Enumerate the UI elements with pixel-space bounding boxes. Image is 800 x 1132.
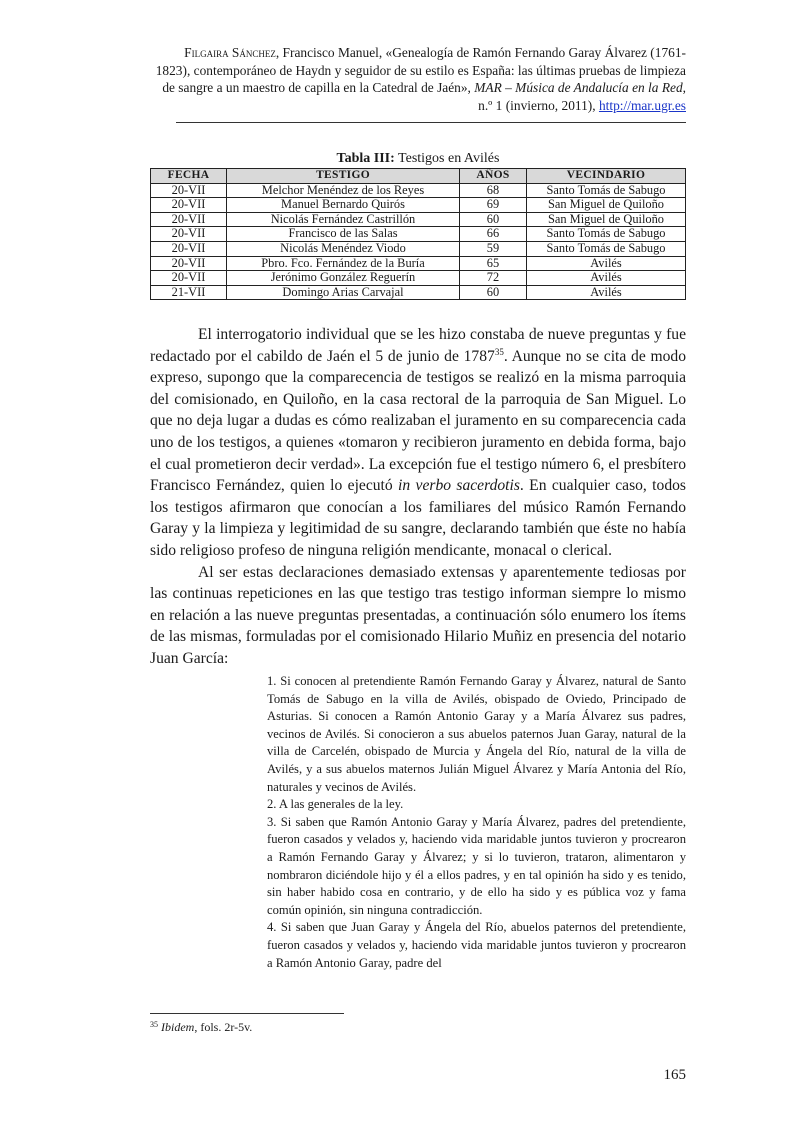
paragraph-text: El interrogatorio individual que se les hizo constaba de nueve preguntas y fue redactado por el cabildo de Jaén el 5 de junio de 1787 [150, 326, 686, 365]
table-cell: 72 [460, 271, 527, 286]
table-cell: San Miguel de Quiloño [527, 212, 686, 227]
table-row [151, 285, 686, 300]
header-rule [176, 122, 686, 123]
paragraph-text: . Aunque no se cita de modo expreso, supongo que la comparecencia de testigos se realizó en la misma parroquia del comisionado, en Quiloño, en la casa rectoral de la parroquia de San Miguel. Lo que no deja lugar a dudas es cómo realizaban el juramento en su comparecencia cada uno de los testigos, a quienes «tomaron y recibieron juramento en debida forma, bajo el cual prometieron decir verdad». La excepción fue el testigo número 6, el presbítero Francisco Fernández, quien lo ejecutó [150, 347, 686, 495]
footnote-text: , fols. 2r-5v. [194, 1020, 253, 1034]
table-cell: Jerónimo González Reguerín [227, 271, 460, 286]
footnote-ibidem: Ibidem [161, 1020, 195, 1034]
column-header: AÑOS [460, 169, 527, 184]
footnote-ref[interactable]: 35 [494, 346, 504, 357]
latin-phrase: in verbo sacerdotis [398, 477, 520, 495]
table-row [151, 241, 686, 256]
header-author: Filgaira Sánchez [184, 45, 276, 60]
table-row [151, 198, 686, 213]
quote-item: 1. Si conocen al pretendiente Ramón Fernando Garay y Álvarez, natural de Santo Tomás de Sabugo en la villa de Avilés, obispado de Oviedo, Principado de Asturias. Si conocen a Ramón Antonio Garay y a María Álvarez sus padres, vecinos de Avilés. Si conocieron a sus abuelos paternos Juan Garay, natural de la villa de Carcelén, obispado de Murcia y Ángela del Río, natural de la villa de Avilés, y a sus abuelos maternos Julián Miguel Álvarez y María Antonia del Río, naturales y vecinos de Avilés. [267, 674, 686, 794]
footnote-number: 35 [150, 1020, 158, 1029]
table-cell: Avilés [527, 256, 686, 271]
column-header: TESTIGO [227, 169, 460, 184]
header-line1: , Francisco Manuel, «Genealogía de Ramón Fernando Garay Álvarez (1761- [275, 45, 686, 60]
table-cell: 65 [460, 256, 527, 271]
column-header: VECINDARIO [527, 169, 686, 184]
table-cell: Pbro. Fco. Fernández de la Buría [227, 256, 460, 271]
table-cell: 20-VII [151, 256, 227, 271]
table-cell: 20-VII [151, 227, 227, 242]
table-caption-label: Tabla III: [336, 151, 395, 166]
table-cell: Melchor Menéndez de los Reyes [227, 183, 460, 198]
paragraph-text: . En cualquier caso, todos los testigos afirmaron que conocían a los familiares del músico Ramón Fernando Garay y la limpieza y legitimidad de su sangre, declarando también que éste no había sido religioso profeso de ninguna religión mendicante, monacal o clerical. [150, 477, 686, 559]
table-cell: Avilés [527, 271, 686, 286]
table-cell: 20-VII [151, 212, 227, 227]
footnote-rule [150, 1013, 344, 1014]
table-cell: 20-VII [151, 198, 227, 213]
table-cell: Santo Tomás de Sabugo [527, 183, 686, 198]
table-row [151, 227, 686, 242]
header-line3: de sangre a un maestro de capilla en la Catedral de Jaén», [162, 80, 475, 95]
table-cell: Avilés [527, 285, 686, 300]
table-cell: 20-VII [151, 183, 227, 198]
table-row [151, 183, 686, 198]
table-caption [150, 151, 686, 167]
witnesses-table [150, 168, 686, 300]
paragraph: Al ser estas declaraciones demasiado extensas y aparentemente tediosas por las continuas repeticiones en las que testigo tras testigo informan siempre lo mismo en relación a las nueve preguntas presentadas, a continuación sólo enumero los ítems de las mismas, formuladas por el comisionado Hilario Muñiz en presencia del notario Juan García: [150, 563, 686, 667]
quote-item: 3. Si saben que Ramón Antonio Garay y María Álvarez, padres del pretendiente, fueron casados y velados y, haciendo vida maridable juntos tuvieron y procrearon a Ramón Fernando Garay y Álvarez; y si lo tuvieron, trataron, alimentaron y nombraron diciéndole hijo y él a ellos padres, y en tal opinión ha sido y es tenido, sin haber habido cosa en contrario, y de ello ha sido y es pública voz y fama común opinión, sin ninguna contradicción. [267, 814, 686, 917]
table-cell: 68 [460, 183, 527, 198]
table-cell: 21-VII [151, 285, 227, 300]
table-row [151, 212, 686, 227]
table-cell: 60 [460, 285, 527, 300]
table-cell: Francisco de las Salas [227, 227, 460, 242]
page-number: 165 [663, 1067, 686, 1083]
table-caption-text: Testigos en Avilés [394, 151, 500, 166]
header-comma: , [682, 80, 686, 95]
body-text [150, 324, 686, 670]
footnote [150, 1020, 252, 1035]
table-cell: Domingo Arias Carvajal [227, 285, 460, 300]
table-cell: Nicolás Menéndez Viodo [227, 241, 460, 256]
table-header-row [151, 169, 686, 184]
table-cell: Santo Tomás de Sabugo [527, 227, 686, 242]
table-cell: 66 [460, 227, 527, 242]
table-cell: Santo Tomás de Sabugo [527, 241, 686, 256]
paragraph [150, 324, 686, 562]
table-cell: San Miguel de Quiloño [527, 198, 686, 213]
table-cell: 69 [460, 198, 527, 213]
running-header [150, 44, 686, 114]
table-row [151, 256, 686, 271]
quote-item: 2. A las generales de la ley. [267, 797, 404, 812]
header-journal: MAR – Música de Andalucía en la Red [474, 80, 683, 95]
header-issue: n.º 1 (invierno, 2011), [478, 97, 599, 113]
table-cell: 20-VII [151, 241, 227, 256]
column-header: FECHA [151, 169, 227, 184]
table-cell: 20-VII [151, 271, 227, 286]
table-cell: Manuel Bernardo Quirós [227, 198, 460, 213]
table-cell: Nicolás Fernández Castrillón [227, 212, 460, 227]
header-url-link[interactable]: http://mar.ugr.es [598, 97, 686, 113]
table-cell: 60 [460, 212, 527, 227]
quote-item: 4. Si saben que Juan Garay y Ángela del Río, abuelos paternos del pretendiente, fueron casados y velados y, haciendo vida maridable juntos tuvieron y procrearon a Ramón Antonio Garay, padre del [267, 920, 686, 970]
block-quote [267, 673, 686, 972]
table-row [151, 271, 686, 286]
table-cell: 59 [460, 241, 527, 256]
header-line2: 1823), contemporáneo de Haydn y seguidor de su estilo es España: las últimas pruebas de limpieza [155, 62, 686, 78]
